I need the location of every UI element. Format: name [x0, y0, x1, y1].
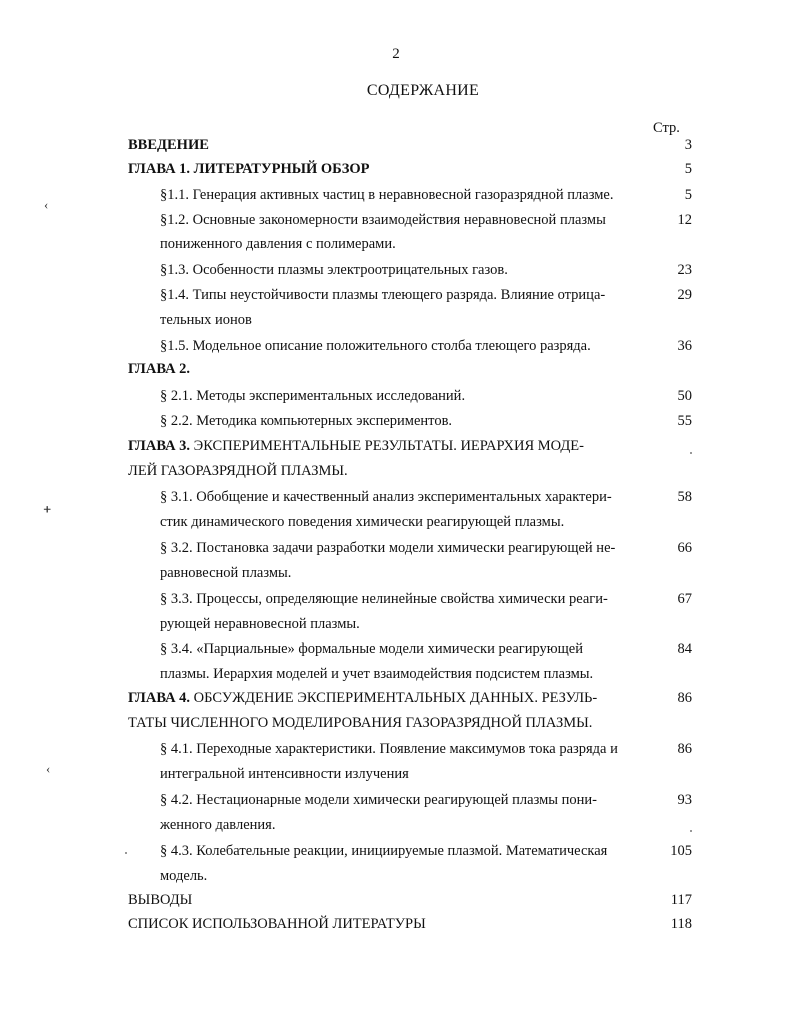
toc-page-number: 3: [684, 137, 692, 153]
toc-entry-text-line: §1.1. Генерация активных частиц в неравновесной газоразрядной плазме.: [160, 187, 614, 203]
toc-entry-text-line: § 2.1. Методы экспериментальных исследований.: [160, 388, 466, 404]
page-title: СОДЕРЖАНИЕ: [366, 82, 480, 99]
toc-entry-text-line: ГЛАВА 4. ОБСУЖДЕНИЕ ЭКСПЕРИМЕНТАЛЬНЫХ ДАННЫХ. РЕЗУЛЬ-: [128, 690, 598, 706]
toc-entry-text-line: СПИСОК ИСПОЛЬЗОВАННОЙ ЛИТЕРАТУРЫ: [128, 916, 426, 932]
toc-entry-text-line: ЛЕЙ ГАЗОРАЗРЯДНОЙ ПЛАЗМЫ.: [128, 463, 348, 479]
toc-page-number: 5: [684, 187, 692, 203]
toc-page-number: 105: [670, 843, 692, 859]
toc-entry-text-line: §1.4. Типы неустойчивости плазмы тлеющего разряда. Влияние отрица-: [160, 287, 606, 303]
toc-entry-text-line: стик динамического поведения химически реагирующей плазмы.: [160, 514, 565, 530]
toc-page-number: 86: [677, 690, 692, 706]
toc-page-number: 12: [677, 212, 692, 228]
scan-mark: ‹: [44, 197, 49, 212]
toc-page-number: 5: [684, 161, 692, 177]
toc-entry-text-line: ТАТЫ ЧИСЛЕННОГО МОДЕЛИРОВАНИЯ ГАЗОРАЗРЯДНОЙ ПЛАЗМЫ.: [128, 715, 593, 731]
toc-page-number: 36: [677, 338, 692, 354]
toc-entry-text-line: § 4.3. Колебательные реакции, инициируемые плазмой. Математическая: [160, 843, 608, 859]
toc-page-number: 118: [670, 916, 692, 932]
toc-entry-text-line: §1.2. Основные закономерности взаимодействия неравновесной плазмы: [160, 212, 606, 228]
toc-entry-text-line: § 3.1. Обобщение и качественный анализ экспериментальных характери-: [160, 489, 612, 505]
toc-page-number: 23: [677, 262, 692, 278]
toc-entry-text-line: плазмы. Иерархия моделей и учет взаимодействия подсистем плазмы.: [160, 666, 594, 682]
toc-page-number: 55: [677, 413, 692, 429]
scan-dot: [690, 452, 692, 454]
toc-entry-text-line: тельных ионов: [160, 312, 252, 328]
scan-dot: [690, 830, 692, 832]
toc-page-number: 67: [677, 591, 692, 607]
toc-entry-text-line: ГЛАВА 2.: [128, 361, 191, 377]
toc-entry-text-line: модель.: [160, 868, 208, 884]
toc-entry-text-line: рующей неравновесной плазмы.: [160, 616, 360, 632]
scan-mark: ᚐ: [44, 501, 51, 516]
toc-entry-text-line: ГЛАВА 1. ЛИТЕРАТУРНЫЙ ОБЗОР: [128, 161, 370, 177]
toc-entry-text-line: ВВЕДЕНИЕ: [128, 137, 209, 153]
toc-entry-text-line: ВЫВОДЫ: [128, 892, 193, 908]
toc-page-number: 93: [677, 792, 692, 808]
toc-entry-text-line: §1.3. Особенности плазмы электроотрицательных газов.: [160, 262, 508, 278]
toc-entry-text-line: § 3.4. «Парциальные» формальные модели химически реагирующей: [160, 641, 583, 657]
toc-page-number: 58: [677, 489, 692, 505]
toc-entry-text-line: § 3.2. Постановка задачи разработки модели химически реагирующей не-: [160, 540, 616, 556]
toc-entry-text-line: женного давления.: [160, 817, 276, 833]
toc-page-number: 50: [677, 388, 692, 404]
toc-page-number: 29: [677, 287, 692, 303]
toc-page-number: 66: [677, 540, 692, 556]
toc-entry-text-line: § 4.2. Нестационарные модели химически реагирующей плазмы пони-: [160, 792, 598, 808]
toc-entry-text-line: § 3.3. Процессы, определяющие нелинейные свойства химически реаги-: [160, 591, 608, 607]
toc-entry-text-line: § 4.1. Переходные характеристики. Появление максимумов тока разряда и: [160, 741, 618, 757]
toc-page-number: 117: [670, 892, 692, 908]
toc-entry-text-line: ГЛАВА 3. ЭКСПЕРИМЕНТАЛЬНЫЕ РЕЗУЛЬТАТЫ. ИЕРАРХИЯ МОДЕ-: [128, 438, 584, 454]
toc-entry-text-line: равновесной плазмы.: [160, 565, 292, 581]
toc-entry-text-line: интегральной интенсивности излучения: [160, 766, 409, 782]
toc-entry-text-line: §1.5. Модельное описание положительного столба тлеющего разряда.: [160, 338, 591, 354]
scan-mark: ‹: [46, 761, 51, 776]
toc-entry-text-line: пониженного давления с полимерами.: [160, 236, 396, 252]
toc-entry-text-line: § 2.2. Методика компьютерных экспериментов.: [160, 413, 453, 429]
page-number: 2: [392, 46, 400, 62]
toc-page-number: 86: [677, 741, 692, 757]
page-column-label: Стр.: [653, 120, 680, 136]
toc-page-number: 84: [677, 641, 692, 657]
scan-dot: [125, 852, 127, 854]
